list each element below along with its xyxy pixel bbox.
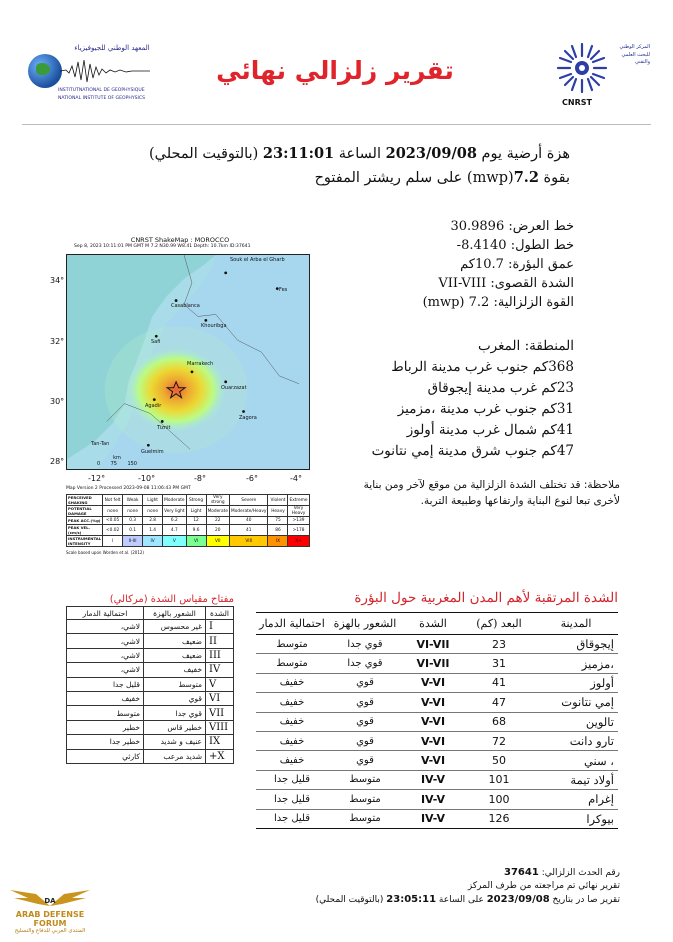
legend-cell: VI bbox=[186, 536, 206, 547]
magnitude: القوة الزلزالية: 7.2 (mwp) bbox=[422, 295, 574, 310]
legend-cell: none bbox=[123, 506, 143, 517]
column-header: الشعور بالهزة bbox=[328, 613, 402, 635]
shakemap bbox=[50, 236, 310, 556]
intensity-cell: V-VI bbox=[402, 731, 464, 750]
legend-cell: Heavy bbox=[268, 506, 288, 517]
x-tick: -10° bbox=[138, 474, 156, 483]
place-label: Casablanca bbox=[171, 303, 200, 309]
legend-cell: Light bbox=[143, 495, 163, 506]
distance-line: 31كم جنوب غرب مدينة ،مزميز bbox=[397, 401, 574, 417]
legend-cell: IV bbox=[143, 536, 163, 547]
issue-prefix: تقرير صا در بتاريخ bbox=[552, 895, 620, 905]
legend-cell: Weak bbox=[123, 495, 143, 506]
table-row bbox=[256, 731, 618, 750]
watermark-mark: DA bbox=[44, 897, 56, 905]
ing-logo bbox=[26, 44, 156, 104]
legend-cell: V bbox=[163, 536, 186, 547]
column-header: البعد (كم) bbox=[464, 613, 534, 635]
place-label: Tan-Tan bbox=[91, 441, 110, 447]
mercalli-key-caption: مفتاح مقياس الشدة (مركالي) bbox=[109, 594, 234, 605]
place-label: Fes bbox=[279, 287, 288, 293]
column-header: الشدة bbox=[402, 613, 464, 635]
distance-cell: 100 bbox=[464, 790, 534, 809]
map-scale-bar bbox=[97, 455, 137, 469]
legend-cell: Violent bbox=[268, 495, 288, 506]
city-cell: ،مزميز bbox=[534, 654, 618, 673]
intensity-cell: V-VI bbox=[402, 751, 464, 770]
distance-line: 368كم جنوب غرب مدينة الرباط bbox=[391, 359, 574, 375]
event-parameters bbox=[330, 217, 574, 312]
damage-cell: خفيف bbox=[256, 751, 328, 770]
globe-icon bbox=[28, 54, 62, 88]
intensity-cell: V-VI bbox=[402, 673, 464, 692]
distance-cell: 31 bbox=[464, 654, 534, 673]
table-header-row bbox=[256, 613, 618, 635]
legend-cell: 0.1 bbox=[123, 525, 143, 536]
feeling-cell: خطير قاس bbox=[144, 720, 206, 734]
shakemap-map bbox=[66, 254, 310, 470]
distance-cell: 23 bbox=[464, 635, 534, 654]
event-headline bbox=[70, 142, 570, 190]
legend-cell: VII bbox=[206, 536, 229, 547]
legend-cell: 12 bbox=[186, 517, 206, 525]
degree-cell: I bbox=[206, 620, 234, 634]
scale-source: Scale based upon Worden et al. (2012) bbox=[66, 550, 144, 555]
table-row bbox=[256, 751, 618, 770]
degree-cell: III bbox=[206, 648, 234, 662]
table-row bbox=[67, 663, 234, 677]
event-magnitude: 7.2 bbox=[513, 169, 539, 186]
distance-cell: 101 bbox=[464, 770, 534, 789]
degree-cell: IV bbox=[206, 663, 234, 677]
legend-row-label: PERCEIVED SHAKING bbox=[67, 495, 103, 506]
legend-cell: 6.2 bbox=[163, 517, 186, 525]
feeling-cell: قوي bbox=[328, 673, 402, 692]
column-header: الشدة bbox=[206, 607, 234, 620]
intensity-cell: VI-VII bbox=[402, 635, 464, 654]
ing-logo-english-1: INSTITUTNATIONAL DE GEOPHYSIQUE bbox=[58, 88, 145, 93]
cnrst-logo-name: CNRST bbox=[562, 98, 592, 107]
place-label: Marrakech bbox=[187, 361, 214, 367]
table-row bbox=[256, 770, 618, 789]
column-header: الشعور بالهزة bbox=[144, 607, 206, 620]
legend-cell: >139 bbox=[288, 517, 309, 525]
distance-line: 47كم جنوب شرق مدينة إمي نتانوت bbox=[371, 443, 574, 459]
city-cell: إمي نتانوت bbox=[534, 693, 618, 712]
legend-row bbox=[67, 536, 310, 547]
degree-cell: X+ bbox=[206, 749, 234, 763]
damage-cell: قليل جدا bbox=[67, 677, 144, 691]
legend-cell: Very strong bbox=[206, 495, 229, 506]
feeling-cell: قوي جدا bbox=[144, 706, 206, 720]
feeling-cell: قوي bbox=[328, 731, 402, 750]
y-tick: 32° bbox=[50, 337, 65, 346]
table-row bbox=[67, 691, 234, 705]
max-intensity: الشدة القصوى: VII-VIII bbox=[438, 276, 574, 291]
scale-value: 0 bbox=[97, 461, 101, 467]
feeling-cell: خفيف bbox=[144, 663, 206, 677]
city-cell: تارو دانت bbox=[534, 731, 618, 750]
place-label: Ouarzazat bbox=[221, 385, 247, 391]
legend-row bbox=[67, 525, 310, 536]
column-header: احتمالية الدمار bbox=[256, 613, 328, 635]
legend-cell: X+ bbox=[288, 536, 309, 547]
place-label: Guelmim bbox=[141, 449, 164, 455]
event-id: 37641 bbox=[504, 867, 539, 878]
distance-cell: 50 bbox=[464, 751, 534, 770]
forum-watermark bbox=[0, 880, 100, 942]
legend-cell: I bbox=[103, 536, 123, 547]
place-label: Souk el Arba el Gharb bbox=[230, 257, 285, 263]
distance-cell: 41 bbox=[464, 673, 534, 692]
table-row bbox=[256, 654, 618, 673]
feeling-cell: قوي جدا bbox=[328, 654, 402, 673]
table-row bbox=[256, 809, 618, 828]
table-header-row bbox=[67, 607, 234, 620]
city-cell: ، سني bbox=[534, 751, 618, 770]
watermark-arabic: المنتدى العربي للدفاع والتسليح bbox=[14, 928, 86, 934]
x-tick: -12° bbox=[88, 474, 106, 483]
headline-prefix: هزة أرضية يوم bbox=[481, 146, 570, 162]
header-divider bbox=[22, 124, 651, 125]
legend-row bbox=[67, 517, 310, 525]
event-date: 2023/09/08 bbox=[385, 145, 477, 162]
legend-cell: none bbox=[103, 506, 123, 517]
city-cell: تالوين bbox=[534, 712, 618, 731]
damage-cell: خطير جدا bbox=[67, 735, 144, 749]
place-label: Safi bbox=[151, 339, 161, 345]
wing-emblem-icon bbox=[6, 886, 94, 908]
mercalli-key-table bbox=[66, 606, 234, 764]
table-row bbox=[67, 634, 234, 648]
table-row bbox=[67, 720, 234, 734]
feeling-cell: قوي bbox=[328, 693, 402, 712]
watermark-text: ARAB DEFENSE FORUM bbox=[15, 910, 85, 928]
damage-cell: خفيف bbox=[256, 731, 328, 750]
damage-cell: خطير bbox=[67, 720, 144, 734]
place-label: Tiznit bbox=[157, 425, 171, 431]
legend-cell: 86 bbox=[268, 525, 288, 536]
legend-cell: 0.3 bbox=[123, 517, 143, 525]
feeling-cell: ضعيف bbox=[144, 634, 206, 648]
damage-cell: لاشي، bbox=[67, 620, 144, 634]
time-label: الساعة bbox=[338, 146, 381, 162]
scale-value: 150 bbox=[127, 461, 137, 467]
damage-cell: خفيف bbox=[256, 673, 328, 692]
degree-cell: VIII bbox=[206, 720, 234, 734]
magnitude-suffix: على سلم ريشتر المفتوح bbox=[314, 170, 463, 186]
legend-cell: Very Heavy bbox=[288, 506, 309, 517]
distance-line: 23كم غرب مدينة إيجوقاق bbox=[427, 380, 574, 396]
legend-cell: VIII bbox=[230, 536, 268, 547]
feeling-cell: قوي bbox=[328, 751, 402, 770]
feeling-cell: ضعيف bbox=[144, 648, 206, 662]
city-cell: أولوز bbox=[534, 673, 618, 692]
legend-cell: Light bbox=[186, 506, 206, 517]
damage-cell: متوسط bbox=[256, 654, 328, 673]
legend-cell: <0.05 bbox=[103, 517, 123, 525]
legend-cell: none bbox=[143, 506, 163, 517]
place-label: Khouribga bbox=[201, 323, 227, 329]
event-time: 23:11:01 bbox=[262, 145, 335, 162]
damage-cell: خفيف bbox=[256, 712, 328, 731]
legend-cell: 41 bbox=[230, 525, 268, 536]
table-row bbox=[67, 677, 234, 691]
degree-cell: V bbox=[206, 677, 234, 691]
x-tick: -6° bbox=[246, 474, 258, 483]
intensity-cell: IV-V bbox=[402, 770, 464, 789]
event-id-line bbox=[310, 866, 620, 880]
legend-cell: Moderate bbox=[163, 495, 186, 506]
intensity-note bbox=[320, 477, 620, 509]
table-row bbox=[67, 749, 234, 763]
region-info bbox=[300, 336, 574, 462]
cnrst-sun-icon bbox=[554, 40, 610, 96]
city-cell: إغرام bbox=[534, 790, 618, 809]
magnitude-prefix: بقوة bbox=[543, 170, 570, 186]
legend-row-label: PEAK VEL.(cm/s) bbox=[67, 525, 103, 536]
issue-line bbox=[310, 893, 620, 907]
issue-date: 2023/09/08 bbox=[486, 894, 550, 905]
ing-logo-english-2: NATIONAL INSTITUTE OF GEOPHYSICS bbox=[58, 96, 146, 101]
feeling-cell: قوي جدا bbox=[328, 635, 402, 654]
feeling-cell: عنيف و شديد bbox=[144, 735, 206, 749]
legend-row bbox=[67, 506, 310, 517]
legend-row-label: INSTRUMENTAL INTENSITY bbox=[68, 536, 102, 546]
table-row bbox=[256, 693, 618, 712]
review-statement: تقرير نهائي تم مراجعته من طرف المركز bbox=[467, 881, 620, 891]
feeling-cell: قوي bbox=[328, 712, 402, 731]
seismogram-icon bbox=[60, 58, 150, 84]
legend-cell: Strong bbox=[186, 495, 206, 506]
place-label: Agadir bbox=[145, 403, 162, 409]
degree-cell: VI bbox=[206, 691, 234, 705]
legend-cell: 20 bbox=[206, 525, 229, 536]
legend-cell: Extreme bbox=[288, 495, 309, 506]
legend-cell: 4.7 bbox=[163, 525, 186, 536]
scale-unit: km bbox=[113, 455, 121, 461]
legend-cell: Moderate bbox=[206, 506, 229, 517]
degree-cell: II bbox=[206, 634, 234, 648]
distance-cell: 126 bbox=[464, 809, 534, 828]
cnrst-logo-arabic: المركز الوطني للبحث العلمي والتقني bbox=[619, 44, 650, 65]
cities-intensity-table bbox=[256, 612, 618, 829]
damage-cell: لاشي، bbox=[67, 648, 144, 662]
table-row bbox=[67, 735, 234, 749]
table-row bbox=[67, 706, 234, 720]
distance-line: 41كم شمال غرب مدينة أولوز bbox=[406, 422, 574, 438]
shakemap-footer: Map Version 2 Processed 2023-09-08 11:06:43 PM GMT bbox=[66, 486, 191, 491]
region-country: المنطقة: المغرب bbox=[477, 338, 574, 354]
note-line-1: ملاحظة: قد تختلف الشدة الزلزالية من موقع لآخر ومن بناية bbox=[363, 479, 620, 491]
legend-cell: Not felt bbox=[103, 495, 123, 506]
damage-cell: لاشي، bbox=[67, 634, 144, 648]
magnitude-type: (mwp) bbox=[466, 170, 514, 186]
legend-cell: IX bbox=[268, 536, 288, 547]
x-tick: -8° bbox=[194, 474, 206, 483]
intensity-cell: V-VI bbox=[402, 712, 464, 731]
shakemap-subtitle: Sep 8, 2023 10:11:01 PM GMT M 7.2 N30.99 W8.41 Depth: 10.7km ID:37641 bbox=[74, 244, 251, 249]
issue-time: 23:05:11 bbox=[386, 894, 437, 905]
damage-cell: لاشي، bbox=[67, 663, 144, 677]
y-tick: 28° bbox=[50, 457, 65, 466]
feeling-cell: غير محسوس bbox=[144, 620, 206, 634]
intensity-scale-legend bbox=[66, 494, 310, 547]
legend-row-label: PEAK ACC.(%g) bbox=[67, 517, 103, 525]
issue-time-label: على الساعة bbox=[438, 895, 484, 905]
city-cell: أولاد تيمة bbox=[534, 770, 618, 789]
feeling-cell: قوي bbox=[144, 691, 206, 705]
intensity-cell: VI-VII bbox=[402, 654, 464, 673]
intensity-cell: IV-V bbox=[402, 790, 464, 809]
column-header: احتمالية الدمار bbox=[67, 607, 144, 620]
depth: عمق البؤرة: 10.7كم bbox=[460, 257, 574, 272]
intensity-cell: V-VI bbox=[402, 693, 464, 712]
table-row bbox=[256, 712, 618, 731]
degree-cell: IX bbox=[206, 735, 234, 749]
table-row bbox=[67, 620, 234, 634]
distance-cell: 72 bbox=[464, 731, 534, 750]
feeling-cell: متوسط bbox=[328, 770, 402, 789]
feeling-cell: متوسط bbox=[328, 809, 402, 828]
table-row bbox=[256, 790, 618, 809]
legend-cell: Moderate/Heavy bbox=[230, 506, 268, 517]
event-id-label: رقم الحدث الزلزالي: bbox=[541, 868, 620, 878]
report-footer bbox=[310, 866, 620, 907]
damage-cell: متوسط bbox=[67, 706, 144, 720]
feeling-cell: متوسط bbox=[144, 677, 206, 691]
damage-cell: قليل جدا bbox=[256, 809, 328, 828]
legend-cell: 40 bbox=[230, 517, 268, 525]
longitude: خط الطول: 8.4140- bbox=[456, 238, 574, 253]
report-title: تقرير زلزالي نهائي bbox=[216, 56, 454, 85]
distance-cell: 68 bbox=[464, 712, 534, 731]
legend-cell: 1.4 bbox=[143, 525, 163, 536]
city-cell: إيجوقاق bbox=[534, 635, 618, 654]
legend-cell: 22 bbox=[206, 517, 229, 525]
damage-cell: خفيف bbox=[256, 693, 328, 712]
legend-cell: 75 bbox=[268, 517, 288, 525]
degree-cell: VII bbox=[206, 706, 234, 720]
damage-cell: متوسط bbox=[256, 635, 328, 654]
headline-line-2 bbox=[70, 166, 570, 190]
city-cell: بيوكرا bbox=[534, 809, 618, 828]
column-header: المدينة bbox=[534, 613, 618, 635]
damage-cell: قليل جدا bbox=[256, 770, 328, 789]
shakemap-title: CNRST ShakeMap : MOROCCO bbox=[130, 236, 230, 244]
intensity-cell: IV-V bbox=[402, 809, 464, 828]
damage-cell: كارثي bbox=[67, 749, 144, 763]
legend-cell: <0.02 bbox=[103, 525, 123, 536]
cnrst-logo bbox=[542, 40, 652, 110]
y-tick: 34° bbox=[50, 276, 65, 285]
scale-value: 75 bbox=[110, 461, 117, 467]
ing-logo-arabic: المعهد الوطني للجيوفيزياء bbox=[74, 44, 150, 52]
damage-cell: خفيف bbox=[67, 691, 144, 705]
feeling-cell: متوسط bbox=[328, 790, 402, 809]
table-row bbox=[256, 635, 618, 654]
legend-cell: II-III bbox=[123, 536, 143, 547]
x-tick: -4° bbox=[290, 474, 302, 483]
legend-row-label: POTENTIAL DAMAGE bbox=[67, 506, 103, 517]
table-row bbox=[256, 673, 618, 692]
cities-table-caption: الشدة المرتقبة لأهم المدن المغربية حول البؤرة bbox=[354, 590, 618, 606]
note-line-2: لأخرى تبعا لنوع البناية وارتفاعها وطبيعة التربة. bbox=[420, 495, 620, 507]
timezone-label: (بالتوقيت المحلي) bbox=[149, 146, 259, 162]
damage-cell: قليل جدا bbox=[256, 790, 328, 809]
headline-line-1 bbox=[70, 142, 570, 166]
legend-cell: >178 bbox=[288, 525, 309, 536]
issue-timezone: (بالتوقيت المحلي) bbox=[315, 895, 384, 905]
y-tick: 30° bbox=[50, 397, 65, 406]
legend-cell: 2.8 bbox=[143, 517, 163, 525]
distance-cell: 47 bbox=[464, 693, 534, 712]
latitude: خط العرض: 30.9896 bbox=[450, 219, 574, 234]
legend-cell: Very light bbox=[163, 506, 186, 517]
place-label: Zagora bbox=[239, 415, 257, 421]
table-row bbox=[67, 648, 234, 662]
feeling-cell: شديد مرعب bbox=[144, 749, 206, 763]
legend-cell: 9.6 bbox=[186, 525, 206, 536]
legend-cell: Severe bbox=[230, 495, 268, 506]
legend-row bbox=[67, 495, 310, 506]
